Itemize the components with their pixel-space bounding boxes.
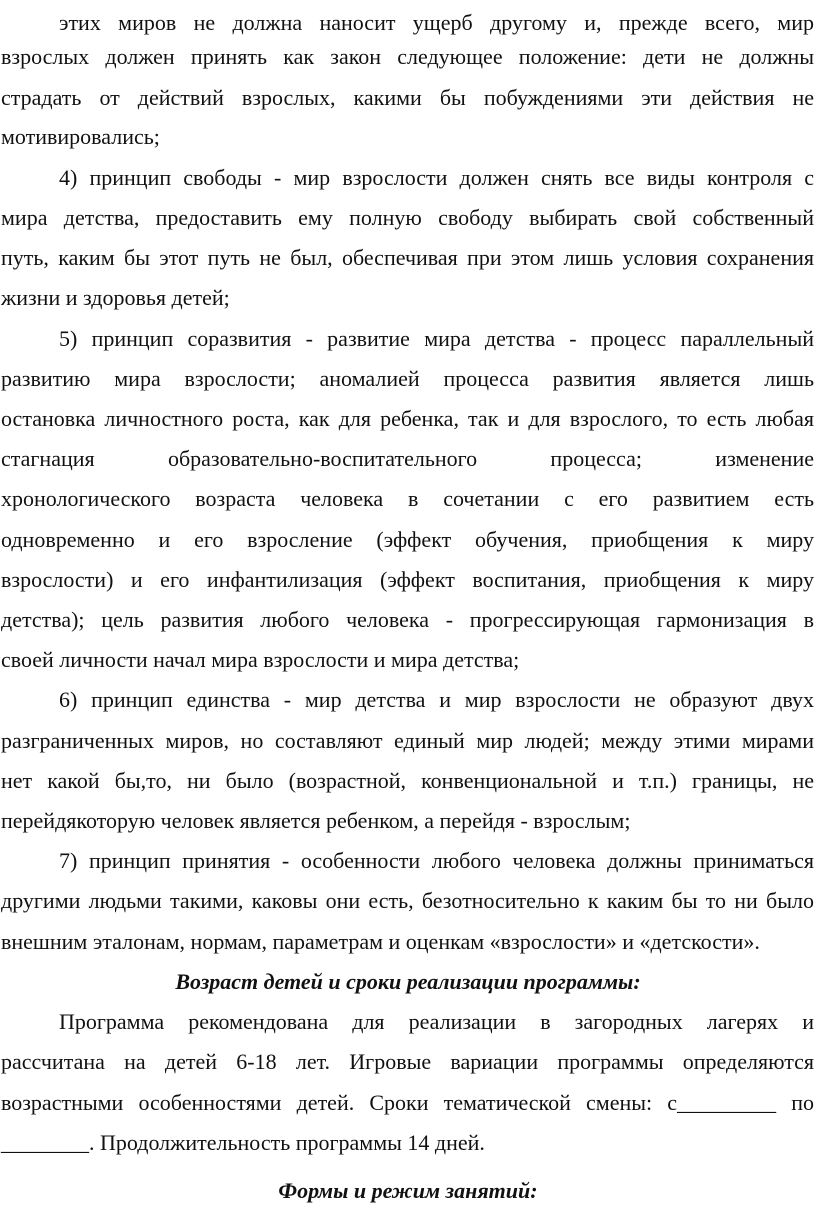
paragraph-line: страдать от действий взрослых, какими бы побуждениями эти действия не <box>1 85 814 110</box>
section-heading-age: Возраст детей и сроки реализации программы: <box>175 969 641 994</box>
paragraph-line: взрослых должен принять как закон следующее положение: дети не должны <box>1 44 814 69</box>
program-paragraph-line: Программа рекомендована для реализации в загородных лагерях и <box>59 1009 814 1034</box>
paragraph-line: детства); цель развития любого человека - прогрессирующая гармонизация в <box>1 607 814 632</box>
paragraph-line: разграниченных миров, но составляют единый мир людей; между этими мирами <box>1 728 814 753</box>
paragraph-line: ________. Продолжительность программы 14 дней. <box>1 1130 485 1155</box>
paragraph-line: хронологического возраста человека в сочетании с его развитием есть <box>1 486 814 511</box>
principle-7-line: 7) принцип принятия - особенности любого человека должны приниматься <box>59 848 814 873</box>
paragraph-line: нет какой бы,то, ни было (возрастной, конвенциональной и т.п.) границы, не <box>1 768 814 793</box>
paragraph-line: внешним эталонам, нормам, параметрам и оценкам «взрослости» и «детскости». <box>1 929 760 954</box>
paragraph-line: путь, каким бы этот путь не был, обеспечивая при этом лишь условия сохранения <box>1 245 814 270</box>
paragraph-line: возрастными особенностями детей. Сроки тематической смены: с_________ по <box>1 1090 814 1115</box>
paragraph-line: мотивировались; <box>1 124 160 149</box>
paragraph-line: одновременно и его взросление (эффект обучения, приобщения к миру <box>1 527 814 552</box>
paragraph-line: развитию мира взрослости; аномалией процесса развития является лишь <box>1 366 814 391</box>
paragraph-line: этих миров не должна наносит ущерб другому и, прежде всего, мир <box>59 10 814 35</box>
paragraph-line: жизни и здоровья детей; <box>1 285 230 310</box>
section-heading-forms: Формы и режим занятий: <box>278 1178 538 1203</box>
paragraph-line: своей личности начал мира взрослости и мира детства; <box>1 647 520 672</box>
paragraph-line: остановка личностного роста, как для ребенка, так и для взрослого, то есть любая <box>1 406 814 431</box>
paragraph-line: другими людьми такими, каковы они есть, безотносительно к каким бы то ни было <box>1 888 814 913</box>
paragraph-line: перейдякоторую человек является ребенком, а перейдя - взрослым; <box>1 808 631 833</box>
principle-6-line: 6) принцип единства - мир детства и мир взрослости не образуют двух <box>59 687 814 712</box>
paragraph-line: рассчитана на детей 6-18 лет. Игровые вариации программы определяются <box>1 1049 814 1074</box>
principle-4-line: 4) принцип свободы - мир взрослости должен снять все виды контроля с <box>59 165 814 190</box>
paragraph-line: взрослости) и его инфантилизация (эффект воспитания, приобщения к миру <box>1 567 814 592</box>
paragraph-line: стагнация образовательно-воспитательного процесса; изменение <box>1 446 814 471</box>
principle-5-line: 5) принцип соразвития - развитие мира детства - процесс параллельный <box>59 326 814 351</box>
paragraph-line: мира детства, предоставить ему полную свободу выбирать свой собственный <box>1 205 814 230</box>
